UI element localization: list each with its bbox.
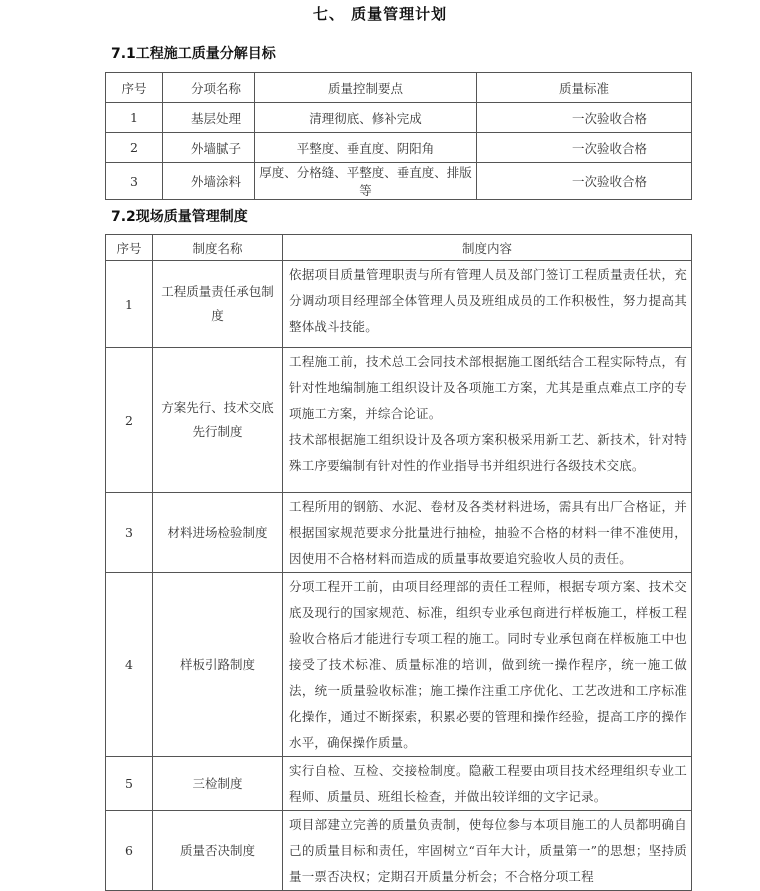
row-control-points: 厚度、分格缝、平整度、垂直度、排版等 [255,163,477,200]
row-system-name: 三检制度 [153,757,283,811]
row-control-points: 清理彻底、修补完成 [255,103,477,133]
section-title-quality-targets: 7.1工程施工质量分解目标 [111,46,276,62]
table-header-row [106,235,692,261]
table-row [106,261,692,348]
table-header-row [106,73,692,103]
row-standard: 一次验收合格 [477,133,692,163]
header-no: 序号 [106,73,163,103]
chapter-title: 七、 质量管理计划 [312,5,448,23]
row-item-name: 外墙腻子 [163,133,255,163]
row-no: 3 [106,163,163,200]
row-system-name: 工程质量责任承包制度 [153,261,283,348]
row-system-content [283,757,692,811]
row-system-content [283,573,692,757]
content-paragraph: 技术部根据施工组织设计及各项方案积极采用新工艺、新技术，针对特殊工序要编制有针对性的作业指导书并组织进行各级技术交底。 [289,432,687,473]
header-no: 序号 [106,235,153,261]
content-paragraph: 工程施工前，技术总工会同技术部根据施工图纸结合工程实际特点，有针对性地编制施工组织设计及各项施工方案，尤其是重点难点工序的专项施工方案，并综合论证。 [289,354,687,421]
quality-targets-table [105,72,692,200]
table-row [106,493,692,573]
row-control-points: 平整度、垂直度、阴阳角 [255,133,477,163]
header-standard: 质量标准 [477,73,692,103]
header-item-name: 分项名称 [163,73,255,103]
row-no: 1 [106,261,153,348]
row-item-name: 基层处理 [163,103,255,133]
content-paragraph: 工程所用的钢筋、水泥、卷材及各类材料进场，需具有出厂合格证，并根据国家规范要求分批量进行抽检，抽验不合格的材料一律不准使用，因使用不合格材料而造成的质量事故要追究验收人员的责任。 [289,499,687,566]
row-system-name: 方案先行、技术交底先行制度 [153,348,283,493]
content-paragraph: 项目部建立完善的质量负责制，使每位参与本项目施工的人员都明确自己的质量目标和责任，牢固树立“百年大计，质量第一”的思想；坚持质量一票否决权；定期召开质量分析会；不合格分项工程 [289,817,687,884]
row-system-content [283,261,692,348]
header-control-points: 质量控制要点 [255,73,477,103]
row-standard: 一次验收合格 [477,163,692,200]
row-item-name: 外墙涂料 [163,163,255,200]
table-row [106,133,692,163]
row-system-content [283,811,692,891]
row-no: 3 [106,493,153,573]
content-paragraph: 依据项目质量管理职责与所有管理人员及部门签订工程质量责任状，充分调动项目经理部全体管理人员及班组成员的工作积极性，努力提高其整体战斗技能。 [289,267,687,334]
row-system-content [283,493,692,573]
row-no: 2 [106,348,153,493]
table-row [106,163,692,200]
table-row [106,757,692,811]
row-no: 2 [106,133,163,163]
header-system-content: 制度内容 [283,235,692,261]
table-row [106,103,692,133]
row-no: 6 [106,811,153,891]
table-row [106,573,692,757]
row-standard: 一次验收合格 [477,103,692,133]
row-no: 5 [106,757,153,811]
row-system-name: 材料进场检验制度 [153,493,283,573]
content-paragraph: 分项工程开工前，由项目经理部的责任工程师，根据专项方案、技术交底及现行的国家规范、标准，组织专业承包商进行样板施工，样板工程验收合格后才能进行专项工程的施工。同时专业承包商在样板施工中也接受了技术标准、质量标准的培训，做到统一操作程序，统一施工做法，统一质量验收标准；施工操作注重工序优化、工艺改进和工序标准化操作，通过不断探索，积累必要的管理和操作经验，提高工序的操作水平，确保操作质量。 [289,579,687,750]
section-title-site-management: 7.2现场质量管理制度 [111,209,248,225]
header-system-name: 制度名称 [153,235,283,261]
row-system-name: 样板引路制度 [153,573,283,757]
row-no: 1 [106,103,163,133]
content-paragraph: 实行自检、互检、交接检制度。隐蔽工程要由项目技术经理组织专业工程师、质量员、班组长检查，并做出较详细的文字记录。 [289,763,687,804]
row-no: 4 [106,573,153,757]
table-row [106,348,692,493]
site-management-table [105,234,692,891]
table-row [106,811,692,891]
row-system-name: 质量否决制度 [153,811,283,891]
row-system-content [283,348,692,493]
